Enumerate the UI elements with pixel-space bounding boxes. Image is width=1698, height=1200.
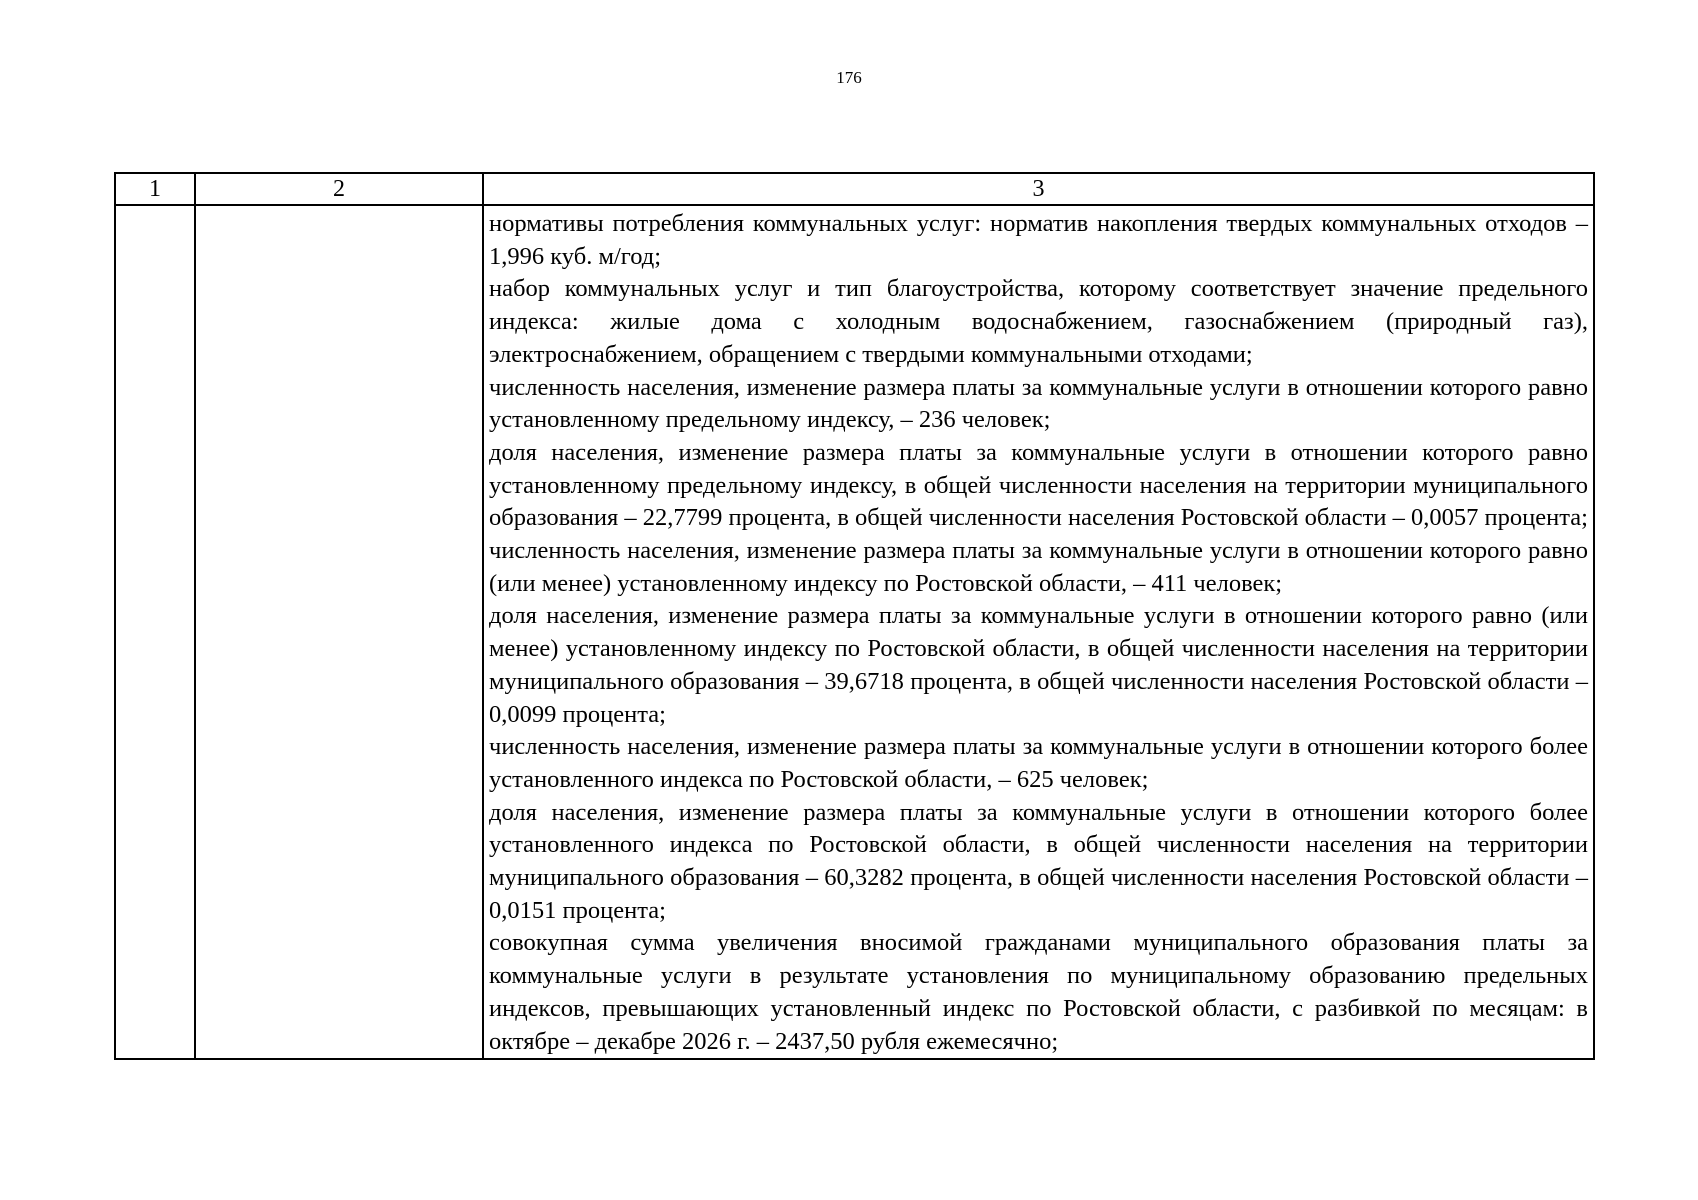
paragraph-population-equal: численность населения, изменение размера платы за коммунальные услуги в отношении которого равно установленному предельному индексу, – 236 человек; <box>489 373 1588 434</box>
paragraph-population-more: численность населения, изменение размера платы за коммунальные услуги в отношении которого более установленного индекса по Ростовской области, – 625 человек; <box>489 733 1588 793</box>
paragraph-share-equal: доля населения, изменение размера платы за коммунальные услуги в отношении которого равно установленному предельному индексу, в общей численности населения на территории муниципального образования – 22,7799 процента, в общей численности населения Ростовской области – 0,0057 процента; <box>489 438 1588 532</box>
paragraph-share-more: доля населения, изменение размера платы за коммунальные услуги в отношении которого более установленного индекса по Ростовской области, в общей численности населения на территории муниципального образования – 60,3282 процента, в общей численности населения Ростовской области – 0,0151 процента; <box>489 798 1588 924</box>
paragraph-total-increase: совокупная сумма увеличения вносимой гражданами муниципального образования платы за коммунальные услуги в результате установления по муниципальному образованию предельных индексов, превышающих установленный индекс по Ростовской области, с разбивкой по месяцам: в октябре – декабре 2026 г. – 2437,50 рубля ежемесячно; <box>489 929 1588 1055</box>
paragraph-population-less: численность населения, изменение размера платы за коммунальные услуги в отношении которого равно (или менее) установленному индексу по Ростовской области, – 411 человек; <box>489 537 1588 597</box>
paragraph-share-less: доля населения, изменение размера платы за коммунальные услуги в отношении которого равно (или менее) установленному индексу по Ростовской области, в общей численности населения на территории муниципального образования – 39,6718 процента, в общей численности населения Ростовской области – 0,0099 процента; <box>489 602 1588 728</box>
cell-col-2 <box>195 205 483 1059</box>
table-row <box>115 205 1594 1059</box>
paragraph-services-set: набор коммунальных услуг и тип благоустройства, которому соответствует значение предельного индекса: жилые дома с холодным водоснабжением, газоснабжением (природный газ), электроснабжением, обращением с твердыми коммунальными отходами; <box>489 275 1588 368</box>
table-header-row <box>115 173 1594 205</box>
column-header-2: 2 <box>195 173 483 205</box>
cell-col-3 <box>483 205 1594 1059</box>
document-table <box>114 172 1595 1060</box>
column-header-1: 1 <box>115 173 195 205</box>
page-number: 176 <box>836 68 862 87</box>
cell-col-1 <box>115 205 195 1059</box>
column-header-3: 3 <box>483 173 1594 205</box>
paragraph-norms: нормативы потребления коммунальных услуг: норматив накопления твердых коммунальных отходов – 1,996 куб. м/год; <box>489 210 1588 270</box>
